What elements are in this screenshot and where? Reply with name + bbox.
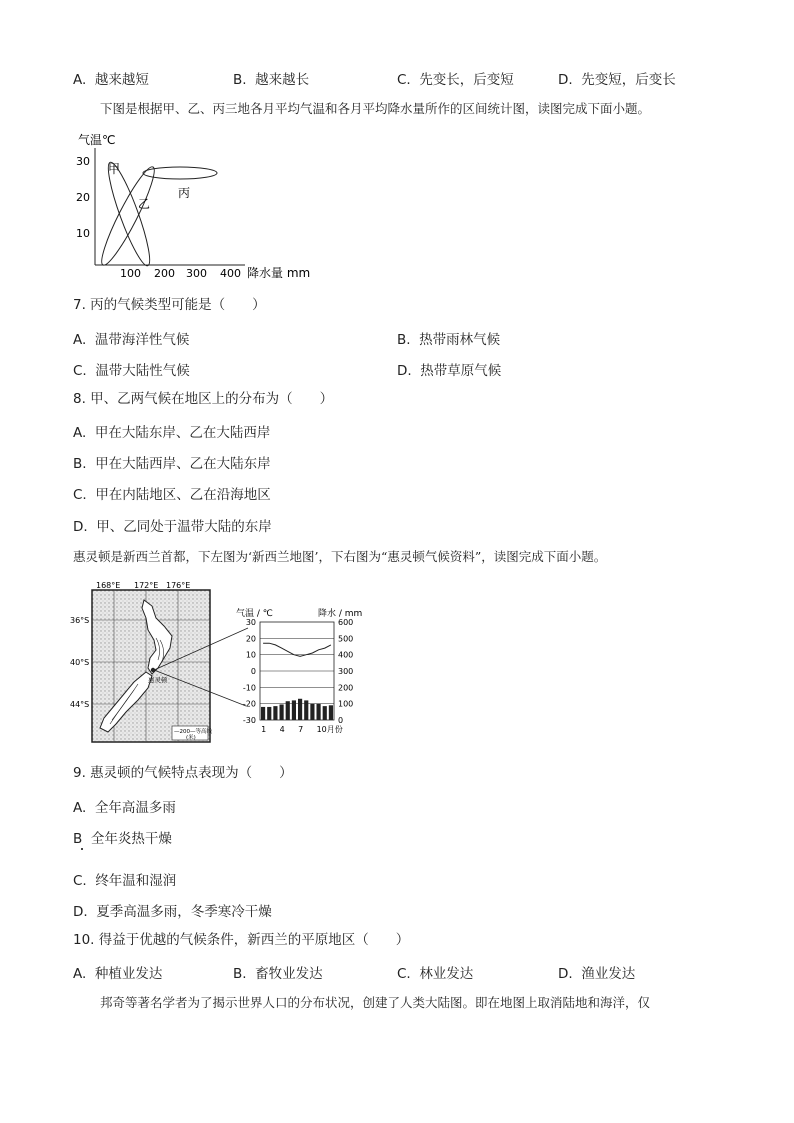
q6-option-d[interactable]: D. 先变短，后变长 — [558, 72, 676, 88]
intro-text-1: 下图是根据甲、乙、丙三地各月平均气温和各月平均降水量所作的区间统计图，读图完成下面小题。 — [100, 101, 651, 116]
q7-option-d[interactable]: D. 热带草原气候 — [397, 363, 502, 379]
chart1-ytick: 10 — [76, 227, 90, 240]
region-label-jia: 甲 — [108, 162, 121, 176]
precip-tick-label: 600 — [338, 618, 354, 627]
precip-bar — [267, 707, 271, 720]
q7-stem: 7. 丙的气候类型可能是（ ） — [73, 297, 266, 313]
q7-option-c[interactable]: C. 温带大陆性气候 — [73, 363, 190, 379]
precip-bar — [286, 701, 290, 720]
temperature-curve — [263, 643, 331, 656]
chart1-ylabel: 气温℃ — [78, 133, 116, 147]
lon-label: 172°E — [134, 581, 159, 590]
precip-tick-label: 300 — [338, 667, 354, 676]
lon-label: 176°E — [166, 581, 191, 590]
lon-label: 168°E — [96, 581, 121, 590]
map-legend: —200—等高线 — [174, 729, 212, 735]
region-label-bing: 丙 — [178, 186, 191, 200]
wellington-climate-chart — [236, 607, 362, 734]
q8-stem: 8. 甲、乙两气候在地区上的分布为（ ） — [73, 391, 334, 407]
intro-text-2: 惠灵顿是新西兰首都，下左图为‘新西兰地图’，下右图为“惠灵顿气候资料”，读图完成下面小题。 — [73, 549, 607, 564]
q6-option-c[interactable]: C. 先变长，后变短 — [397, 72, 514, 88]
q10-option-c[interactable]: C. 林业发达 — [397, 966, 474, 982]
month-tick-label: 4 — [279, 725, 285, 734]
precip-bar — [329, 705, 333, 720]
q6-option-b[interactable]: B. 越来越长 — [233, 72, 310, 88]
q9-option-b[interactable]: B 全年炎热干燥 — [73, 831, 172, 847]
lat-label: 44°S — [70, 700, 90, 709]
chart1-xtick: 100 — [120, 267, 141, 280]
month-tick-label: 10月份 — [316, 725, 343, 734]
chart1-xtick: 400 — [220, 267, 241, 280]
map-legend: (米) — [186, 735, 196, 741]
precip-axis-label: 降水 / mm — [318, 609, 363, 619]
precip-tick-label: 400 — [338, 650, 354, 660]
q8-option-a[interactable]: A. 甲在大陆东岸、乙在大陆西岸 — [73, 425, 271, 441]
q9-stem: 9. 惠灵顿的气候特点表现为（ ） — [73, 765, 293, 781]
nz-map-figure — [68, 578, 368, 748]
q7-option-a[interactable]: A. 温带海洋性气候 — [73, 332, 190, 348]
lat-label: 36°S — [70, 616, 90, 625]
precip-bar — [323, 706, 327, 720]
q10-option-b[interactable]: B. 畜牧业发达 — [233, 966, 323, 982]
city-label: 惠灵顿 — [148, 676, 168, 684]
q6-option-a[interactable]: A. 越来越短 — [73, 72, 149, 88]
precip-tick-label: 500 — [338, 634, 354, 644]
temp-tick-label: 10 — [245, 650, 256, 660]
q9-option-c[interactable]: C. 终年温和湿润 — [73, 873, 177, 889]
temp-tick-label: 30 — [245, 618, 256, 627]
month-tick-label: 7 — [298, 725, 304, 734]
intro-text-3: 邦奇等著名学者为了揭示世界人口的分布状况，创建了人类大陆图。即在地图上取消陆地和海洋，仅 — [100, 995, 651, 1010]
region-yi — [95, 163, 161, 269]
q9-option-a[interactable]: A. 全年高温多雨 — [73, 800, 176, 816]
q7-option-b[interactable]: B. 热带雨林气候 — [397, 332, 501, 348]
precip-bar — [273, 706, 277, 720]
q8-option-d[interactable]: D. 甲、乙同处于温带大陆的东岸 — [73, 519, 272, 535]
chart1-xtick: 300 — [186, 267, 207, 280]
climate-range-chart — [70, 128, 340, 283]
month-tick-label: 1 — [261, 725, 267, 734]
temp-tick-label: 0 — [250, 667, 256, 676]
q8-option-b[interactable]: B. 甲在大陆西岸、乙在大陆东岸 — [73, 456, 271, 472]
precip-tick-label: 0 — [338, 716, 344, 725]
q10-option-a[interactable]: A. 种植业发达 — [73, 966, 163, 982]
chart1-xtick: 200 — [154, 267, 175, 280]
temp-tick-label: 20 — [245, 634, 256, 644]
chart1-xlabel: 降水量 mm — [247, 266, 311, 280]
stray-dot — [81, 848, 83, 850]
temp-tick-label: -20 — [242, 699, 256, 709]
chart1-ytick: 20 — [76, 191, 90, 204]
precip-tick-label: 100 — [338, 699, 354, 709]
precip-bar — [280, 704, 284, 720]
q8-option-c[interactable]: C. 甲在内陆地区、乙在沿海地区 — [73, 487, 271, 503]
precip-bar — [298, 699, 302, 720]
q9-option-d[interactable]: D. 夏季高温多雨，冬季寒冷干燥 — [73, 904, 272, 920]
precip-bar — [317, 704, 321, 720]
temp-tick-label: -30 — [242, 716, 256, 725]
lat-label: 40°S — [70, 658, 90, 667]
region-label-yi: 乙 — [138, 197, 151, 211]
precip-bar — [261, 707, 265, 720]
temp-tick-label: -10 — [242, 683, 256, 693]
precip-bar — [310, 704, 314, 720]
q10-option-d[interactable]: D. 渔业发达 — [558, 966, 636, 982]
temp-axis-label: 气温 / ℃ — [236, 609, 273, 619]
precip-tick-label: 200 — [338, 683, 354, 693]
q10-stem: 10. 得益于优越的气候条件，新西兰的平原地区（ ） — [73, 932, 410, 948]
chart1-ytick: 30 — [76, 155, 90, 168]
precip-bar — [304, 700, 308, 720]
precip-bar — [292, 700, 296, 720]
